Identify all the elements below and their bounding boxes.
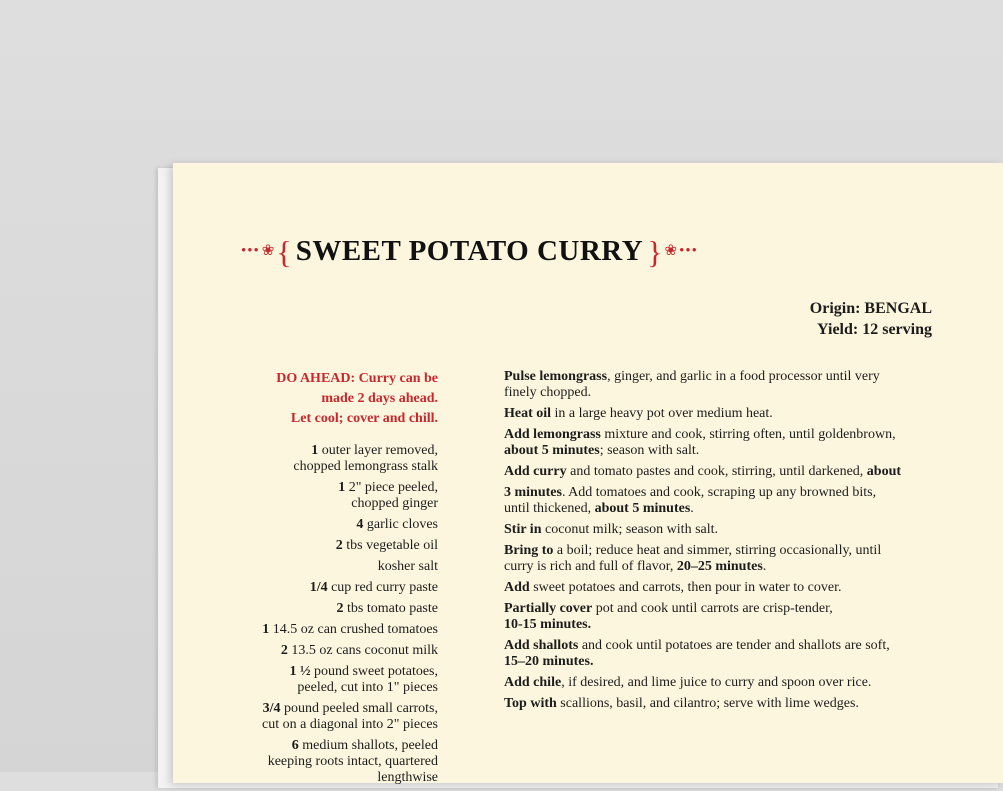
step-emphasis: Add	[504, 580, 530, 595]
ingredient-text: cup red curry paste	[331, 580, 438, 595]
ingredient-item	[233, 601, 438, 617]
ingredient-text: 2" piece peeled,	[348, 480, 438, 495]
ingredient-item	[233, 643, 438, 659]
origin-label: Origin: BENGAL	[809, 300, 932, 317]
ingredient-text: tbs vegetable oil	[346, 538, 438, 553]
method-step	[504, 543, 934, 575]
ingredient-qty: 1	[311, 443, 322, 458]
step-text: in a large heavy pot over medium heat.	[551, 406, 773, 421]
ingredient-text: 14.5 oz can crushed tomatoes	[272, 622, 438, 637]
do-ahead-note	[233, 369, 438, 429]
yield-label: Yield: 12 serving	[817, 321, 932, 338]
ornament-dots-right: •••	[679, 243, 698, 259]
step-text: coconut milk; season with salt.	[541, 522, 719, 537]
step-emphasis: Stir in	[504, 522, 542, 537]
ingredient-qty: 1 ½	[289, 664, 314, 679]
ingredient-item	[233, 738, 438, 786]
step-text: pot and cook until carrots are crisp-tender,	[592, 601, 833, 616]
ingredient-item	[233, 480, 438, 512]
ingredient-text: medium shallots, peeled	[302, 738, 438, 753]
step-text: a boil; reduce heat and simmer, stirring occasionally, until	[553, 543, 882, 558]
do-ahead-line: made 2 days ahead.	[321, 391, 438, 406]
method-step	[504, 369, 934, 401]
method-step	[504, 580, 934, 596]
method-step	[504, 485, 934, 517]
step-text: scallions, basil, and cilantro; serve with lime wedges.	[556, 696, 859, 711]
method-step	[504, 464, 934, 480]
flower-icon-left: ❀	[261, 243, 275, 259]
step-text: and tomato pastes and cook, stirring, until darkened,	[566, 464, 867, 479]
ingredient-qty: 6	[291, 738, 303, 753]
step-text: , ginger, and garlic in a food processor until very	[607, 369, 880, 384]
step-text: ; season with salt.	[599, 443, 700, 458]
ingredient-text: pound sweet potatoes,	[313, 664, 438, 679]
step-emphasis: Add shallots	[504, 638, 579, 653]
step-emphasis: Pulse lemongrass	[504, 369, 608, 384]
ingredient-qty: 4	[356, 517, 367, 532]
step-emphasis: Partially cover	[504, 601, 593, 616]
step-emphasis: about	[866, 464, 902, 479]
step-text: until thickened,	[504, 501, 595, 516]
ingredient-qty: 2	[280, 643, 292, 658]
ingredient-text: kosher salt	[377, 559, 438, 574]
step-emphasis: Add curry	[504, 464, 567, 479]
ornament-dots-left: •••	[241, 243, 260, 259]
method-step	[504, 601, 934, 633]
step-emphasis: 20–25 minutes	[676, 559, 763, 574]
step-emphasis: 15–20 minutes.	[504, 654, 594, 669]
do-ahead-line: Let cool; cover and chill.	[290, 411, 438, 426]
ingredient-qty: 2	[336, 601, 347, 616]
ingredient-item	[233, 701, 438, 733]
ingredient-text: tbs tomato paste	[347, 601, 438, 616]
ingredient-item	[233, 664, 438, 696]
ingredient-text: pound peeled small carrots,	[284, 701, 438, 716]
step-text: , if desired, and lime juice to curry and spoon over rice.	[561, 675, 872, 690]
ingredient-item	[233, 443, 438, 475]
ingredient-qty: 3/4	[262, 701, 285, 716]
ingredient-text: 13.5 oz cans coconut milk	[291, 643, 438, 658]
method-step	[504, 696, 934, 712]
flower-icon-right: ❀	[664, 243, 678, 259]
close-brace: }	[647, 233, 663, 270]
step-text: mixture and cook, stirring often, until goldenbrown,	[600, 427, 896, 442]
method-column	[504, 369, 934, 717]
step-emphasis: 3 minutes	[504, 485, 562, 500]
do-ahead-line: DO AHEAD: Curry can be	[276, 371, 438, 386]
step-emphasis: Top with	[504, 696, 557, 711]
ingredients-column	[233, 369, 438, 791]
ingredient-item	[233, 622, 438, 638]
ingredient-qty: 1	[338, 480, 349, 495]
method-step	[504, 427, 934, 459]
step-text: finely chopped.	[504, 385, 592, 400]
recipe-meta	[810, 298, 932, 340]
step-emphasis: Heat oil	[504, 406, 552, 421]
method-step	[504, 675, 934, 691]
method-step	[504, 638, 934, 670]
recipe-title: SWEET POTATO CURRY	[295, 235, 644, 267]
ingredient-item	[233, 580, 438, 596]
step-emphasis: about 5 minutes	[594, 501, 691, 516]
step-text: .	[762, 559, 767, 574]
ingredient-list	[233, 443, 438, 786]
step-text: sweet potatoes and carrots, then pour in water to cover.	[529, 580, 842, 595]
step-text: and cook until potatoes are tender and shallots are soft,	[578, 638, 890, 653]
method-step	[504, 522, 934, 538]
open-brace: {	[276, 233, 292, 270]
ingredient-item	[233, 559, 438, 575]
step-emphasis: Add chile	[504, 675, 562, 690]
ingredient-text: chopped lemongrass stalk	[293, 459, 438, 474]
ingredient-qty: 1	[262, 622, 273, 637]
ingredient-text: keeping roots intact, quartered	[267, 754, 438, 769]
step-emphasis: Add lemongrass	[504, 427, 601, 442]
ingredient-item	[233, 517, 438, 533]
ingredient-text: garlic cloves	[366, 517, 438, 532]
step-emphasis: 10-15 minutes.	[504, 617, 592, 632]
title-row	[241, 235, 698, 268]
method-step	[504, 406, 934, 422]
ingredient-qty: 1/4	[309, 580, 332, 595]
step-emphasis: about 5 minutes	[504, 443, 600, 458]
step-list	[504, 369, 934, 712]
ingredient-qty: 2	[335, 538, 347, 553]
step-text: curry is rich and full of flavor,	[504, 559, 677, 574]
ingredient-text: peeled, cut into 1" pieces	[297, 680, 438, 695]
step-emphasis: Bring to	[504, 543, 554, 558]
step-text: .	[690, 501, 694, 516]
ingredient-text: chopped ginger	[351, 496, 438, 511]
recipe-page	[173, 163, 1003, 783]
ingredient-text: cut on a diagonal into 2" pieces	[262, 717, 438, 732]
ingredient-text: outer layer removed,	[321, 443, 438, 458]
ingredient-text: lengthwise	[377, 770, 438, 785]
ingredient-item	[233, 538, 438, 554]
step-text: . Add tomatoes and cook, scraping up any browned bits,	[561, 485, 877, 500]
